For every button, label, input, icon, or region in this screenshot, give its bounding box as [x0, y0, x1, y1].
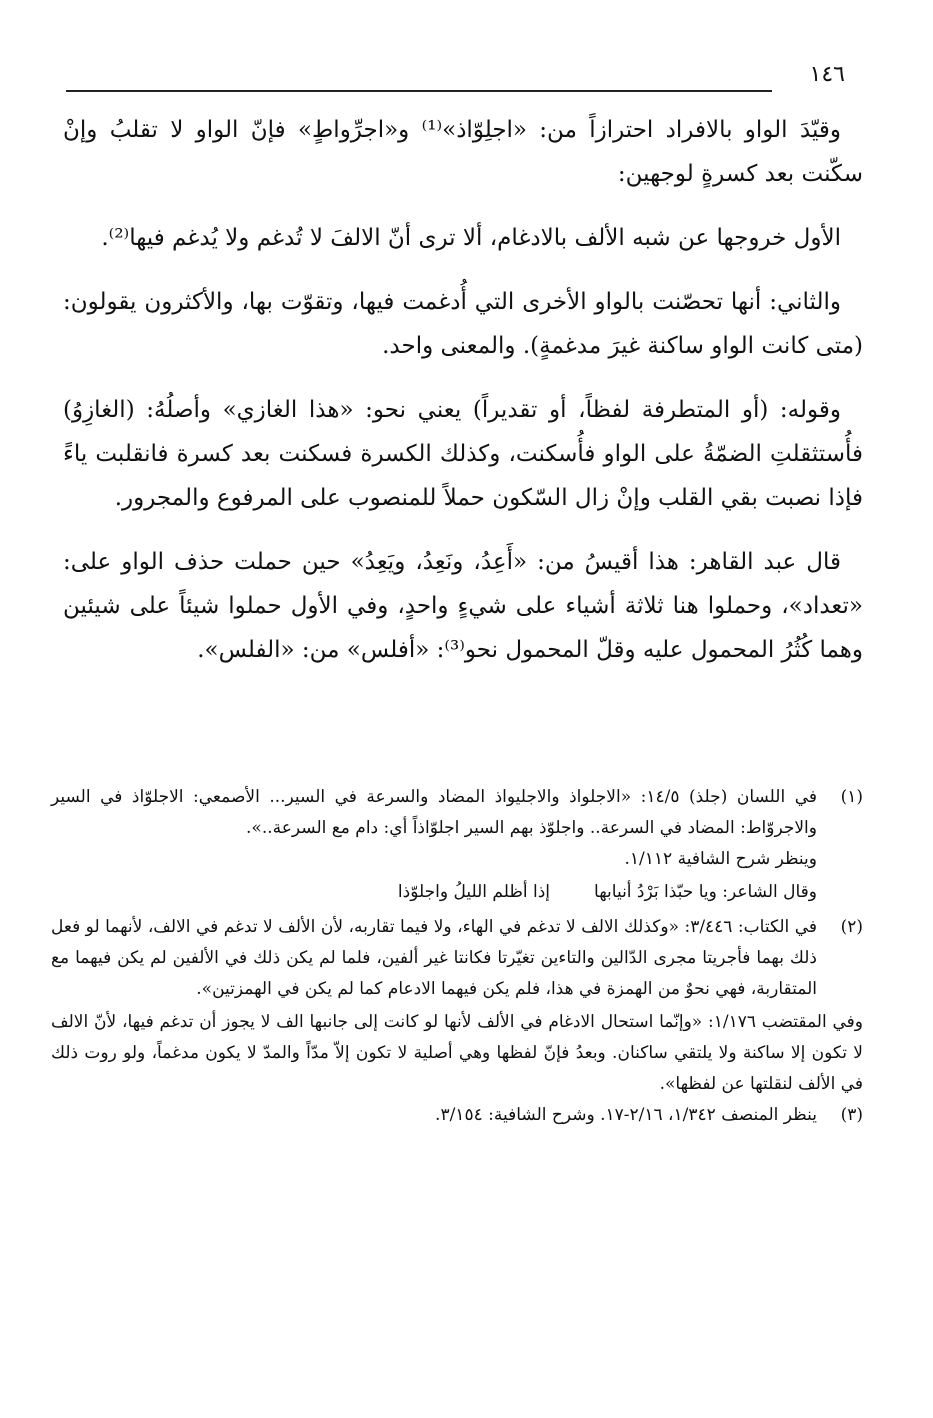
footnote-number: (١): [840, 787, 863, 807]
paragraph: الأول خروجها عن شبه الألف بالادغام، ألا ترى أنّ الالفَ لا تُدغم ولا يُدغم فيها⁽²⁾.: [101, 225, 841, 251]
paragraph: قال عبد القاهر: هذا أقيسُ من: «أَعِدُ، ونَعِدُ، ويَعِدُ» حين حملت حذف الواو على: «تعداد»، وحملوا هنا ثلاثة أشياء على شيءٍ واحدٍ، وفي الأول حملوا شيئاً على شيئين وهما كُثُرُ المحمول عليه وقلّ المحمول نحو⁽³⁾: «أفلس» من: «الفلس».: [63, 549, 863, 663]
page-number: ١٤٦: [809, 62, 845, 87]
footnote-text: في اللسان (جلذ) ١٤/٥: «الاجلواذ والاجليواذ المضاد والسرعة في السير... الأصمعي: الاجلوّاذ في السير والاجروّاط: المضاد في السرعة.. واجلوّذ بهم السير اجلوّاذاً أي: دام مع السرعة..».: [51, 787, 817, 838]
footnote-body: [51, 912, 817, 1005]
footnote-number: (٢): [840, 917, 863, 937]
footnote-1: [51, 782, 863, 910]
footnote-body: [51, 1100, 817, 1131]
main-text: [63, 108, 863, 692]
footnote-number: (٣): [840, 1105, 863, 1125]
paragraph: والثاني: أنها تحصّنت بالواو الأخرى التي أُدغمت فيها، وتقوّت بها، والأكثرون يقولون: (متى كانت الواو ساكنة غيرَ مدغمةٍ). والمعنى واحد.: [63, 289, 863, 359]
footnote-text: وينظر شرح الشافية ١/١١٢.: [624, 849, 817, 869]
footnotes: [51, 782, 863, 1133]
paragraph: وقيّدَ الواو بالافراد احترازاً من: «اجلِوّاذ»⁽¹⁾ و«اجرِّواطٍ» فإنّ الواو لا تقلبُ وإنْ سكّنت بعد كسرةٍ لوجهين:: [63, 117, 863, 187]
poetry-verse: [51, 877, 817, 908]
footnote-text: في الكتاب: ٣/٤٤٦: «وكذلك الالف لا تدغم في الهاء، ولا فيما تقاربه، لأن الألف لا تدغم في الالف، لأنهما لو فعل ذلك بهما فأجريتا مجرى الدّالين والتاءين تغيّرتا فكانتا غير ألفين، فلما لم يكن ذلك في الألفين لم يكن فيهما مع المتقاربة، فهي نحوٌ من الهمزة في هذا، فلم يكن فيهما الادعام كما لم يكن في الهمزتين».: [51, 917, 818, 999]
footnote-text: ينظر المنصف ١/٣٤٢، ٢/١٦-١٧. وشرح الشافية: ٣/١٥٤.: [435, 1105, 817, 1125]
footnote-text: وفي المقتضب ١/١٧٦: «وإنّما استحال الادغام في الألف لأنها لو كانت إلى جانبها الف لا يجوز أن تدغم فيها، لأنّ الالف لا تكون إلا ساكنة ولا يلتقي ساكنان. وبعدُ فإنّ لفظها وهي أصلية لا تكون إلاّ مدّاً والمدّ لا يكون مدغماً، ولو روت ذلك في الألف لنقلتها عن لفظها».: [51, 1012, 863, 1094]
header-rule: [66, 90, 772, 92]
verse-second-half: إذا أظلم الليلُ واجلوّذا: [397, 882, 551, 902]
verse-first-half: وقال الشاعر: ويا حبّذا بَرْدُ أنيابها: [594, 882, 817, 902]
footnote-3: [51, 1100, 863, 1131]
footnote-2: [51, 912, 863, 1005]
paragraph: وقوله: (أو المتطرفة لفظاً، أو تقديراً) يعني نحو: «هذا الغازي» وأصلُهُ: (الغازِوُ) فأُستثقلتِ الضمّةُ على الواو فأُسكنت، وكذلك الكسرة فسكنت بعد كسرة فانقلبت ياءً فإذا نصبت بقي القلب وإنْ زال السّكون حملاً للمنصوب على المرفوع والمجرور.: [63, 397, 863, 511]
footnote-body: [51, 782, 817, 910]
